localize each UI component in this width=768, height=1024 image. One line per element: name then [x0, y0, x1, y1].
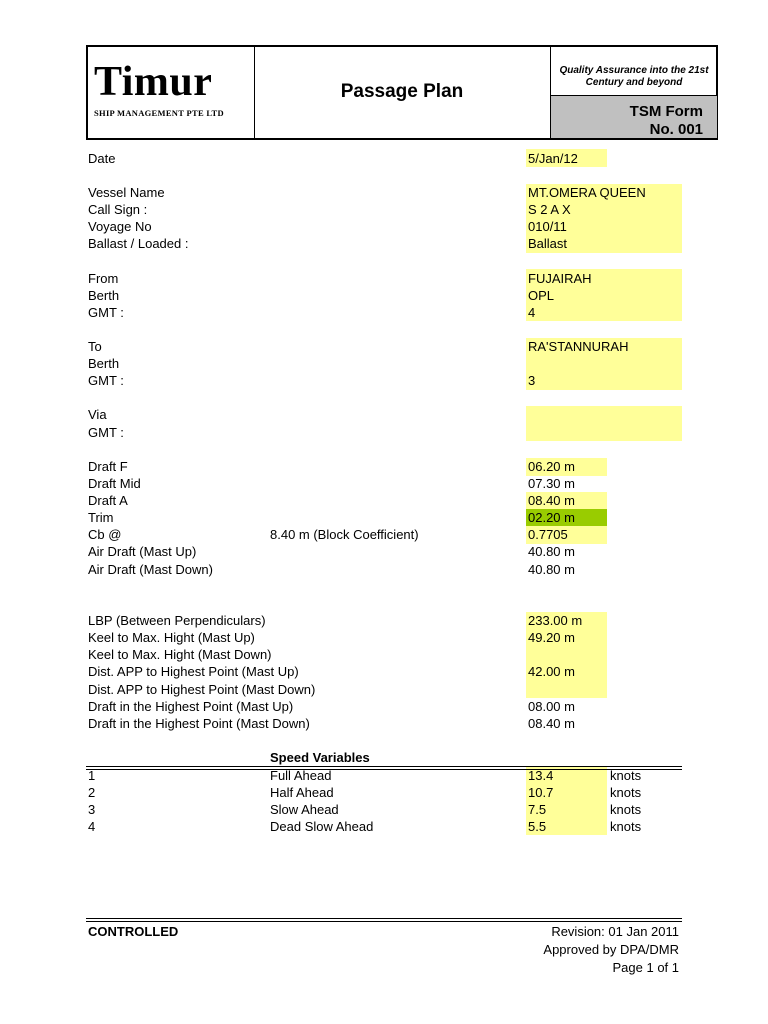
speed-row-value: 13.4	[528, 768, 554, 783]
draft-f-label: Draft F	[88, 459, 128, 474]
speed-row-name: Dead Slow Ahead	[270, 819, 374, 834]
air-draft-up-value: 40.80 m	[528, 544, 575, 559]
speed-row-name: Half Ahead	[270, 785, 334, 800]
form-line-2: No. 001	[649, 121, 703, 138]
speed-row-unit: knots	[610, 802, 642, 817]
speed-rule-bottom	[86, 769, 682, 770]
app-down-label: Dist. APP to Highest Point (Mast Down)	[88, 682, 316, 697]
logo-subtitle: SHIP MANAGEMENT PTE LTD	[94, 108, 224, 118]
from-label: From	[88, 271, 119, 286]
from-berth-value: OPL	[528, 288, 555, 303]
speed-row-unit: knots	[610, 819, 642, 834]
to-berth-label: Berth	[88, 356, 120, 371]
trim-value: 02.20 m	[528, 510, 575, 525]
keel-up-label: Keel to Max. Hight (Mast Up)	[88, 630, 255, 645]
vessel-name-label: Vessel Name	[88, 185, 165, 200]
air-draft-down-value: 40.80 m	[528, 562, 575, 577]
from-value: FUJAIRAH	[528, 271, 592, 286]
app-up-value: 42.00 m	[528, 664, 575, 679]
speed-rule-top	[86, 766, 682, 767]
to-label: To	[88, 339, 102, 354]
quality-assurance-text: Quality Assurance into the 21st Century and beyond	[559, 65, 709, 88]
via-highlight	[526, 406, 682, 441]
speed-row-num: 1	[88, 768, 96, 783]
draft-high-down-value: 08.40 m	[528, 716, 575, 731]
ballast-loaded-label: Ballast / Loaded :	[88, 236, 189, 251]
lbp-value: 233.00 m	[528, 613, 583, 628]
cb-value: 0.7705	[528, 527, 568, 542]
to-value: RA'STANNURAH	[528, 339, 629, 354]
speed-row-name: Slow Ahead	[270, 802, 339, 817]
draft-high-down-label: Draft in the Highest Point (Mast Down)	[88, 716, 310, 731]
speed-row-num: 2	[88, 785, 96, 800]
call-sign-value: S 2 A X	[528, 202, 571, 217]
speed-heading: Speed Variables	[270, 750, 370, 765]
speed-row-value: 10.7	[528, 785, 554, 800]
controlled-label: CONTROLLED	[88, 924, 179, 939]
approved-text: Approved by DPA/DMR	[543, 942, 679, 957]
draft-a-value: 08.40 m	[528, 493, 575, 508]
revision-text: Revision: 01 Jan 2011	[551, 924, 679, 939]
date-value: 5/Jan/12	[528, 151, 578, 166]
page-title: Passage Plan	[340, 81, 464, 102]
speed-row-num: 4	[88, 819, 96, 834]
keel-down-label: Keel to Max. Hight (Mast Down)	[88, 647, 272, 662]
trim-label: Trim	[88, 510, 114, 525]
draft-mid-value: 07.30 m	[528, 476, 575, 491]
draft-mid-label: Draft Mid	[88, 476, 141, 491]
from-gmt-label: GMT :	[88, 305, 124, 320]
voyage-no-value: 010/11	[528, 219, 567, 234]
speed-row-unit: knots	[610, 785, 642, 800]
from-gmt-value: 4	[528, 305, 536, 320]
call-sign-label: Call Sign :	[88, 202, 148, 217]
to-gmt-label: GMT :	[88, 373, 124, 388]
speed-row-value: 7.5	[528, 802, 547, 817]
draft-f-value: 06.20 m	[528, 459, 575, 474]
via-gmt-label: GMT :	[88, 425, 124, 440]
draft-a-label: Draft A	[88, 493, 128, 508]
form-number-cell	[551, 95, 717, 138]
form-line-1: TSM Form	[629, 103, 703, 120]
air-draft-up-label: Air Draft (Mast Up)	[88, 544, 197, 559]
speed-row-unit: knots	[610, 768, 642, 783]
speed-row-num: 3	[88, 802, 96, 817]
voyage-no-label: Voyage No	[88, 219, 152, 234]
app-up-label: Dist. APP to Highest Point (Mast Up)	[88, 664, 299, 679]
title-cell	[254, 47, 550, 138]
vessel-name-value: MT.OMERA QUEEN	[528, 185, 646, 200]
draft-high-up-value: 08.00 m	[528, 699, 575, 714]
via-label: Via	[88, 407, 107, 422]
draft-high-up-label: Draft in the Highest Point (Mast Up)	[88, 699, 294, 714]
speed-row-value: 5.5	[528, 819, 547, 834]
footer-rule-bottom	[86, 921, 682, 922]
logo	[88, 47, 255, 138]
speed-row-name: Full Ahead	[270, 768, 332, 783]
footer-rule-top	[86, 918, 682, 919]
form-info-cell	[550, 47, 717, 138]
keel-up-value: 49.20 m	[528, 630, 575, 645]
from-berth-label: Berth	[88, 288, 120, 303]
logo-main-text: Timur	[94, 59, 213, 105]
form-number	[630, 103, 703, 139]
to-gmt-value: 3	[528, 373, 536, 388]
cb-label: Cb @	[88, 527, 122, 542]
ballast-loaded-value: Ballast	[528, 236, 568, 251]
air-draft-down-label: Air Draft (Mast Down)	[88, 562, 213, 577]
page-number: Page 1 of 1	[612, 960, 679, 975]
header-box	[86, 45, 718, 140]
cb-note: 8.40 m (Block Coefficient)	[270, 527, 419, 542]
lbp-label: LBP (Between Perpendiculars)	[88, 613, 266, 628]
date-label: Date	[88, 151, 116, 166]
